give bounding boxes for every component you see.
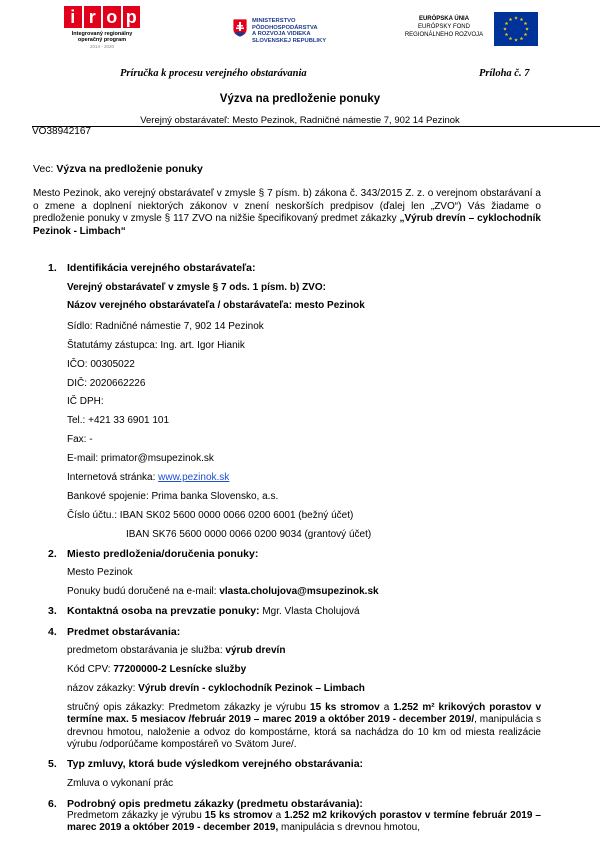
eu-logo — [398, 12, 538, 56]
slovak-crest-icon — [232, 18, 248, 38]
authority-name: Názov verejného obstarávateľa / obstarávateľa: mesto Pezinok — [67, 300, 365, 311]
authority-website — [67, 472, 229, 485]
irop-letter: o — [103, 6, 121, 28]
section-number: 2. — [48, 548, 57, 560]
procurement-type-value: výrub drevín — [225, 645, 286, 656]
eu-text — [398, 16, 490, 39]
eu-title: EURÓPSKA ÚNIA — [418, 16, 470, 22]
description-bold: 15 ks stromov — [204, 810, 273, 821]
section-title: Typ zmluvy, ktorá bude výsledkom verejného obstarávania: — [67, 758, 364, 770]
authority-bank: Bankové spojenie: Prima banka Slovensko, a.s. — [67, 491, 279, 502]
irop-letter: p — [123, 6, 141, 28]
authority-ico: IČO: 00305022 — [67, 359, 135, 370]
irop-letter: r — [84, 6, 102, 28]
authority-phone: Tel.: +421 33 6901 101 — [67, 415, 170, 426]
website-link[interactable]: www.pezinok.sk — [158, 472, 230, 483]
description-bold: 15 ks stromov — [310, 702, 380, 713]
description-text: manipulácia s drevnou hmotou, — [278, 822, 420, 834]
description-text: a — [272, 810, 285, 821]
eu-fund-line: EURÓPSKY FOND — [418, 23, 470, 30]
document-title: Výzva na predloženie ponuky — [219, 93, 381, 105]
contracting-authority: Verejný obstarávateľ: Mesto Pezinok, Radničné námestie 7, 902 14 Pezinok — [140, 115, 460, 126]
authority-representative: Štatutámy zástupca: Ing. art. Igor Hianik — [67, 340, 245, 351]
section-number: 5. — [48, 758, 57, 770]
delivery-email: vlasta.cholujova@msupezinok.sk — [219, 586, 379, 597]
ministry-line: A ROZVOJA VIDIEKA — [252, 31, 311, 38]
authority-email: E-mail: primator@msupezinok.sk — [67, 453, 214, 464]
section-number: 1. — [48, 262, 57, 274]
contact-person: Mgr. Vlasta Cholujová — [259, 606, 360, 617]
section-title: Predmet obstarávania: — [67, 626, 181, 638]
authority-type: Verejný obstarávateľ v zmysle § 7 ods. 1 písm. b) ZVO: — [67, 282, 326, 293]
description-text: , manipulácia s drevnou hmotou, naloženie a odvoz do kompostárne, ktorá sa nachádza do 10 km od miesta realizácie výrubu /odporúčame kompostáreň vo Svätom Jure/. — [67, 714, 541, 750]
procurement-type — [67, 645, 285, 658]
intro-text: Mesto Pezinok, ako verejný obstarávateľ v zmysle § 7 písm. b) zákona č. 343/2015 Z. z. o verejnom obstarávaní a o zmene a doplnení niektorých zákonov v znení neskorších predpisov (ďalej len „ZVO“) Vás žiadame o predloženie ponuky v zmysle § 117 ZVO na nižšie špecifikovaný predmet zákazky — [33, 188, 541, 224]
authority-account-grant: IBAN SK76 5600 0000 0066 0200 9034 (grantový účet) — [126, 529, 372, 540]
document-code: VO38942167 — [32, 126, 91, 137]
description-bold: 1.252 m2 krikových porastov v termíne február 2019 – marec 2019 a október 2019 - december 2019, — [67, 810, 541, 834]
ministry-line: MINISTERSTVO — [252, 18, 296, 24]
authority-dic: DIČ: 2020662226 — [67, 378, 146, 389]
subject-label: Vec: — [33, 163, 57, 175]
contact-person-line — [67, 605, 360, 619]
cpv-label: Kód CPV: — [67, 664, 114, 675]
ministry-logo — [232, 18, 362, 66]
description-text: Predmetom zákazky je výrubu — [67, 810, 205, 821]
contract-name: „Výrub drevín – cyklochodník Pezinok - Limbach“ — [33, 213, 541, 237]
website-label: Internetová stránka: — [67, 472, 159, 483]
description-text: stručný opis zákazky: Predmetom zákazky je výrubu — [67, 702, 311, 713]
delivery-email-line — [67, 586, 379, 599]
ministry-line: SLOVENSKEJ REPUBLIKY — [252, 37, 327, 44]
contract-type: Zmluva o vykonaní prác — [67, 778, 174, 789]
section-title: Identifikácia verejného obstarávateľa: — [67, 262, 256, 274]
irop-letter: i — [64, 6, 82, 28]
authority-account-current: Číslo účtu.: IBAN SK02 5600 0000 0066 0200 6001 (bežný účet) — [67, 510, 354, 521]
procurement-type-label: predmetom obstarávania je služba: — [67, 645, 226, 656]
irop-years: 2014 - 2020 — [89, 43, 115, 49]
cpv-code — [67, 664, 246, 677]
contract-name-value: Výrub drevín - cyklochodník Pezinok – Limbach — [138, 683, 365, 694]
cpv-value: 77200000-2 Lesnícke služby — [113, 664, 247, 675]
section-number: 6. — [48, 798, 57, 810]
section-number: 3. — [48, 605, 57, 617]
delivery-place: Mesto Pezinok — [67, 567, 133, 578]
authority-ic-dph: IČ DPH: — [67, 396, 104, 407]
description-text: a — [379, 702, 394, 713]
subject-text: Výzva na predloženie ponuky — [56, 163, 203, 175]
section-number: 4. — [48, 626, 57, 638]
subject-line — [33, 163, 203, 176]
authority-fax: Fax: - — [67, 434, 93, 445]
ministry-name — [252, 18, 326, 66]
irop-logo-mark — [64, 6, 140, 28]
eu-fund-line: REGIONÁLNEHO ROZVOJA — [404, 31, 484, 38]
brief-description — [67, 702, 541, 751]
eu-flag-icon — [494, 12, 538, 46]
contract-name-line — [67, 683, 365, 696]
section-title: Miesto predloženia/doručenia ponuky: — [67, 548, 259, 560]
ministry-line: PÔDOHOSPODÁRSTVA — [252, 24, 318, 31]
header-divider — [32, 126, 600, 127]
irop-name: Integrovaný regionálny operačný program — [71, 31, 133, 44]
section-title: Kontaktná osoba na prevzatie ponuky: — [67, 605, 260, 617]
irop-logo — [64, 6, 140, 66]
detailed-description — [67, 810, 541, 835]
delivery-email-label: Ponuky budú doručené na e-mail: — [67, 586, 220, 597]
section-title: Podrobný opis predmetu zákazky (predmetu obstarávania): — [67, 798, 363, 810]
contract-name-label: názov zákazky: — [67, 683, 139, 694]
intro-paragraph — [33, 188, 541, 238]
authority-seat: Sídlo: Radničné námestie 7, 902 14 Pezinok — [67, 321, 264, 332]
appendix-label: Príloha č. 7 — [479, 68, 530, 79]
description-bold: 1.252 m² krikových porastov v termíne max. 5 mesiacov /február 2019 – marec 2019 a október 2019 - december 2019/ — [67, 702, 542, 726]
manual-header: Príručka k procesu verejného obstarávania — [120, 68, 307, 79]
